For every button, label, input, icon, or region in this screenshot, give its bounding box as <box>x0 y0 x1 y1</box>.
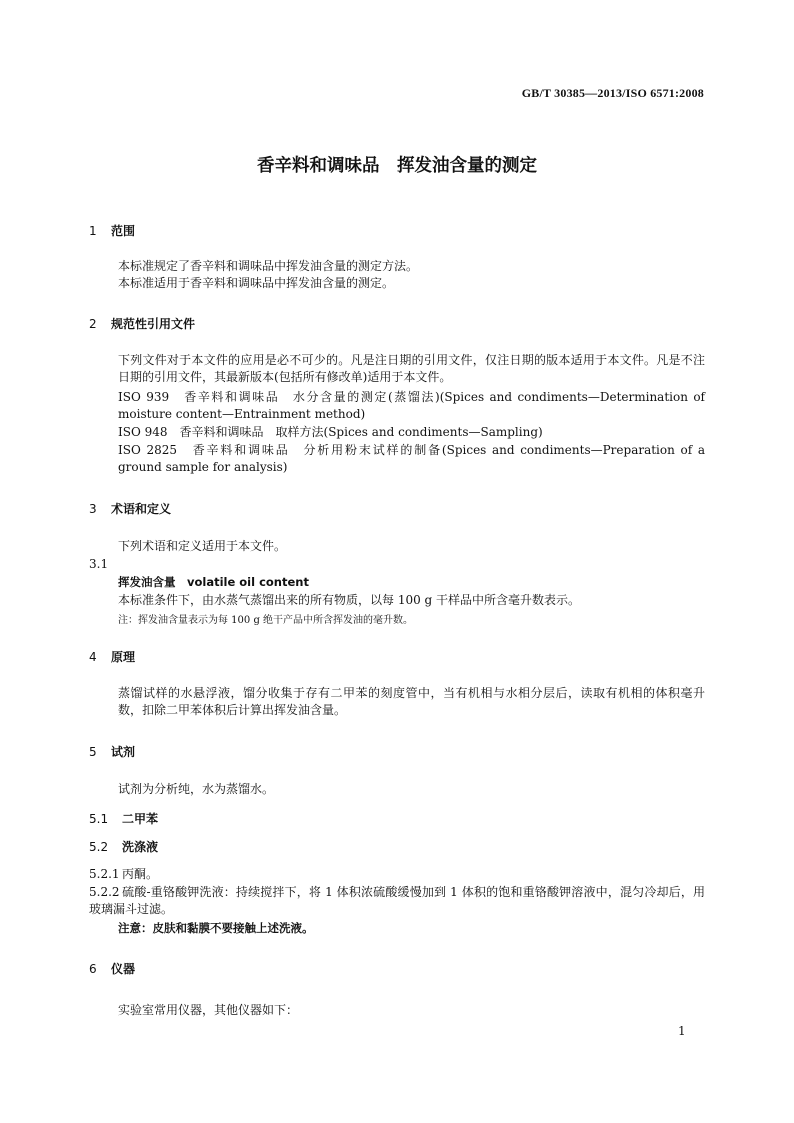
section-2-heading <box>89 315 195 332</box>
paragraph: 本标准适用于香辛料和调味品中挥发油含量的测定。 <box>118 276 395 290</box>
section-4-heading <box>89 648 135 665</box>
section-title: 仪器 <box>111 962 136 976</box>
paragraph: 本标准规定了香辛料和调味品中挥发油含量的测定方法。 <box>118 259 419 273</box>
section-5-heading <box>89 743 135 760</box>
subclause-number: 5.2 <box>89 840 109 854</box>
note: 注：挥发油含量表示为每 100 g 绝干产品中所含挥发油的毫升数。 <box>118 615 414 626</box>
section-title: 原理 <box>111 650 136 664</box>
document-title: 香辛料和调味品 挥发油含量的测定 <box>257 156 537 176</box>
paragraph <box>89 685 705 719</box>
subclause-number: 5.1 <box>89 812 109 826</box>
section-number: 3 <box>89 502 97 516</box>
section-number: 4 <box>89 650 97 664</box>
term-definition: 本标准条件下，由水蒸气蒸馏出来的所有物质，以每 100 g 干样品中所含毫升数表示。 <box>118 593 581 607</box>
paragraph-text: 蒸馏试样的水悬浮液，馏分收集于存有二甲苯的刻度管中，当有机相与水相分层后，读取有机相的体积毫升数，扣除二甲苯体积后计算出挥发油含量。 <box>118 686 705 717</box>
paragraph: 试剂为分析纯，水为蒸馏水。 <box>118 782 275 796</box>
subclause-text: 丙酮。 <box>122 867 159 881</box>
section-number: 2 <box>89 317 97 331</box>
subclause-number: 3.1 <box>89 557 109 571</box>
normative-reference: ISO 948 香辛料和调味品 取样方法(Spices and condiments—Sampling) <box>118 425 543 439</box>
term-entry: 挥发油含量 volatile oil content <box>118 575 309 589</box>
paragraph: 实验室常用仪器，其他仪器如下： <box>118 1003 299 1017</box>
subclause-number: 5.2.1 <box>89 867 120 881</box>
section-6-heading <box>89 960 135 977</box>
paragraph: 下列术语和定义适用于本文件。 <box>118 539 287 553</box>
section-title: 规范性引用文件 <box>111 317 196 331</box>
section-title: 试剂 <box>111 745 136 759</box>
standard-number: GB/T 30385—2013/ISO 6571:2008 <box>521 86 704 100</box>
subclause-number: 5.2.2 <box>89 885 120 899</box>
subclause-5-2-heading <box>89 838 158 855</box>
reference-text: ISO 2825 香辛料和调味品 分析用粉末试样的制备(Spices and condiments—Preparation of a ground sample for analysis) <box>118 443 705 474</box>
section-number: 6 <box>89 962 97 976</box>
subclause-5-1-heading <box>89 810 158 827</box>
section-number: 5 <box>89 745 97 759</box>
subclause-5-2-1 <box>89 866 158 883</box>
subclause-title: 二甲苯 <box>122 812 159 826</box>
paragraph-text: 下列文件对于本文件的应用是必不可少的。凡是注日期的引用文件，仅注日期的版本适用于本文件。凡是不注日期的引用文件，其最新版本(包括所有修改单)适用于本文件。 <box>118 353 705 384</box>
normative-reference <box>89 389 705 423</box>
subclause-title: 洗涤液 <box>122 840 159 854</box>
subclause-text: 硫酸-重铬酸钾洗液：持续搅拌下，将 1 体积浓硫酸缓慢加到 1 体积的饱和重铬酸钾溶液中，混匀冷却后，用玻璃漏斗过滤。 <box>89 885 705 916</box>
section-number: 1 <box>89 224 97 238</box>
section-title: 术语和定义 <box>111 502 172 516</box>
subclause-5-2-2 <box>89 884 705 918</box>
section-3-heading <box>89 500 171 517</box>
page-number: 1 <box>678 1024 686 1038</box>
caution-note: 注意：皮肤和黏膜不要接触上述洗液。 <box>118 921 314 935</box>
section-title: 范围 <box>111 224 136 238</box>
section-1-heading <box>89 222 135 239</box>
paragraph <box>89 352 705 386</box>
normative-reference <box>89 442 705 476</box>
reference-text: ISO 939 香辛料和调味品 水分含量的测定(蒸馏法)(Spices and condiments—Determination of moisture content—Entrainment method) <box>118 390 705 421</box>
